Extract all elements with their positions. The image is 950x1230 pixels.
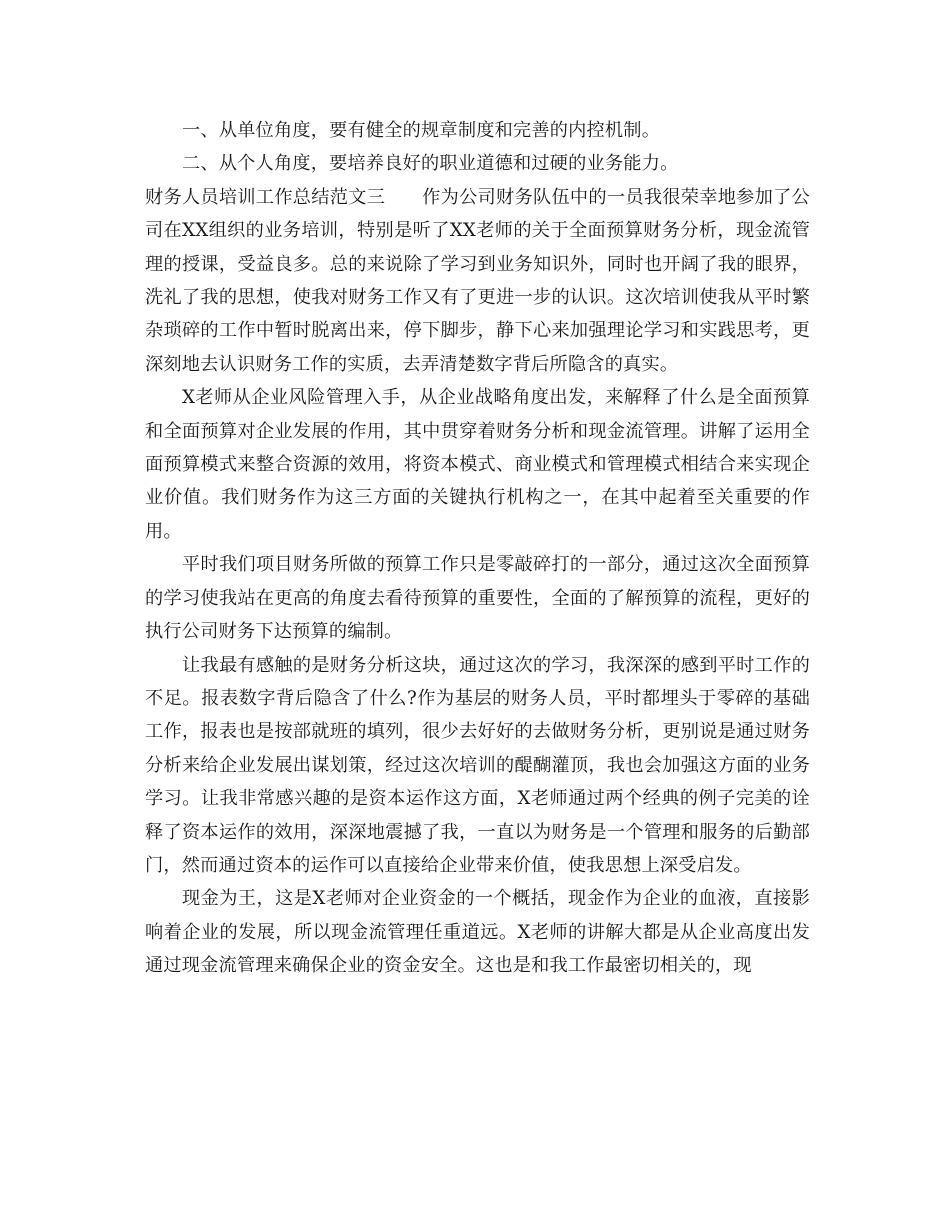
document-body bbox=[145, 114, 810, 983]
paragraph-point-one: 一、从单位角度，要有健全的规章制度和完善的内控机制。 bbox=[182, 120, 661, 141]
paragraph-cash-flow: 现金为王，这是X老师对企业资金的一个概括，现金作为企业的血液，直接影响着企业的发展，所以现金流管理任重道远。X老师的讲解大都是从企业高度出发通过现金流管理来确保企业的资金安全。这也是和我工作最密切相关的，现 bbox=[145, 888, 810, 977]
paragraph-point-two: 二、从个人角度，要培养良好的职业道德和过硬的业务能力。 bbox=[182, 153, 679, 175]
paragraph-financial-analysis: 让我最有感触的是财务分析这块，通过这次的学习，我深深的感到平时工作的不足。报表数字背后隐含了什么?作为基层的财务人员，平时都埋头于零碎的基础工作，报表也是按部就班的填列，很少去好好的去做财务分析，更别说是通过财务分析来给企业发展出谋划策，经过这次培训的醍醐灌顶，我也会加强这方面的业务学习。让我非常感兴趣的是资本运作这方面，X老师通过两个经典的例子完美的诠释了资本运作的效用，深深地震撼了我，一直以为财务是一个管理和服务的后勤部门，然而通过资本的运作可以直接给企业带来价值，使我思想上深受启发。 bbox=[145, 654, 810, 876]
paragraph-project-budget: 平时我们项目财务所做的预算工作只是零敲碎打的一部分，通过这次全面预算的学习使我站在更高的角度去看待预算的重要性，全面的了解预算的流程，更好的执行公司财务下达预算的编制。 bbox=[145, 554, 810, 643]
paragraph-budget: X老师从企业风险管理入手，从企业战略角度出发，来解释了什么是全面预算和全面预算对企业发展的作用，其中贯穿着财务分析和现金流管理。讲解了运用全面预算模式来整合资源的效用，将资本模式、商业模式和管理模式相结合来实现企业价值。我们财务作为这三方面的关键执行机构之一，在其中起着至关重要的作用。 bbox=[145, 387, 810, 542]
paragraph-sample-three-intro: 财务人员培训工作总结范文三 作为公司财务队伍中的一员我很荣幸地参加了公司在XX组织的业务培训，特别是听了XX老师的关于全面预算财务分析，现金流管理的授课，受益良多。总的来说除了学习到业务知识外，同时也开阔了我的眼界，洗礼了我的思想，使我对财务工作又有了更进一步的认识。这次培训使我从平时繁杂琐碎的工作中暂时脱离出来，停下脚步，静下心来加强理论学习和实践思考，更深刻地去认识财务工作的实质，去弄清楚数字背后所隐含的真实。 bbox=[145, 186, 810, 375]
